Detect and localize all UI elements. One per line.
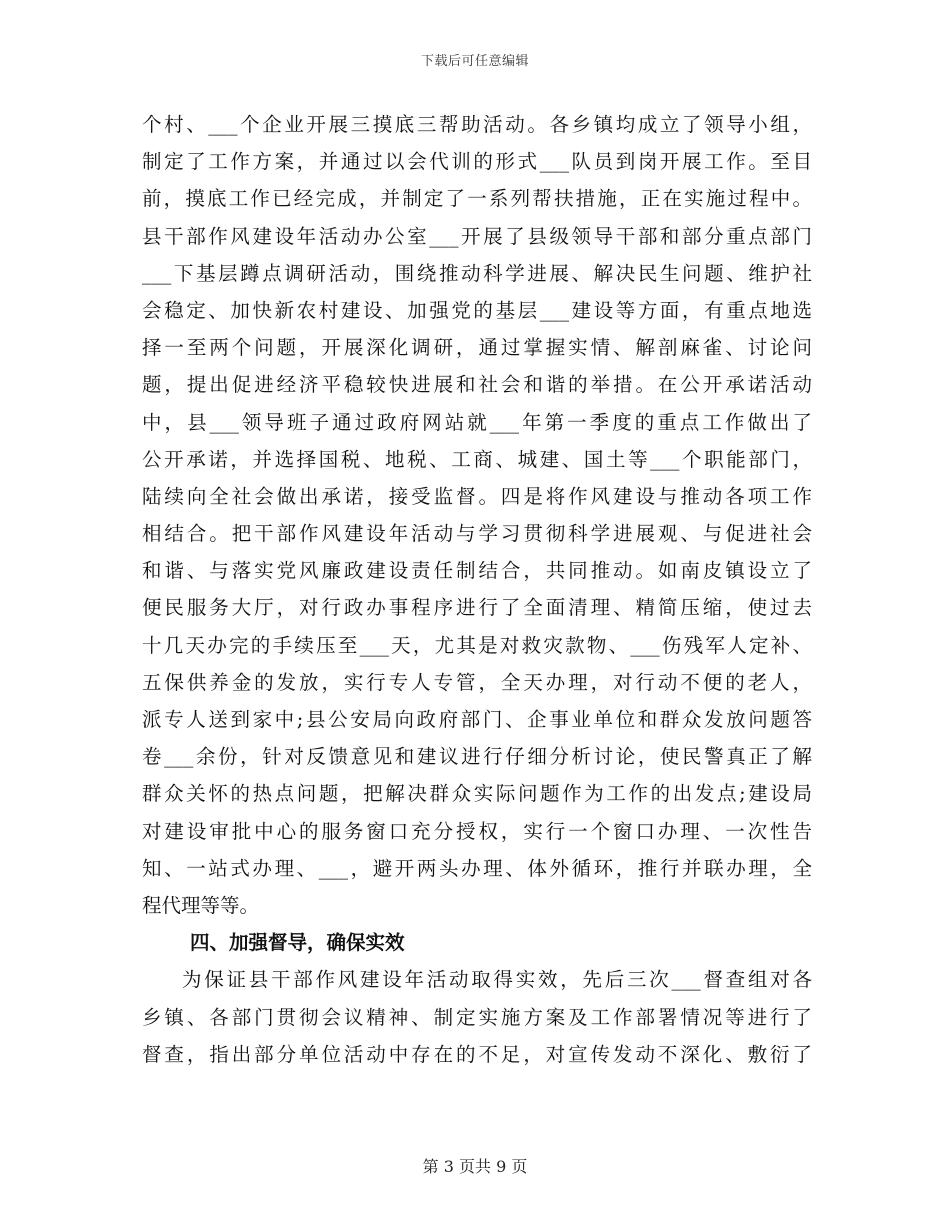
- text-line: 会稳定、加快新农村建设、加强党的基层___建设等方面，有重点地选: [142, 298, 812, 322]
- text-line: 公开承诺，并选择国税、地税、工商、城建、国土等___个职能部门，: [142, 447, 812, 471]
- text-line: 十几天办完的手续压至___天，尤其是对救灾款物、___伤残军人定补、: [142, 633, 812, 657]
- text-line: 个村、___个企业开展三摸底三帮助活动。各乡镇均成立了领导小组，: [142, 113, 812, 136]
- text-line: 中，县___领导班子通过政府网站就___年第一季度的重点工作做出了: [142, 410, 812, 434]
- text-line: 为保证县干部作风建设年活动取得实效，先后三次___督查组对各: [182, 968, 812, 992]
- text-line: 卷___余份，针对反馈意见和建议进行仔细分析讨论，使民警真正了解: [142, 745, 812, 769]
- text-line: 知、一站式办理、___，避开两头办理、体外循环，推行并联办理，全: [142, 856, 812, 880]
- page-number: 第 3 页共 9 页: [422, 1157, 528, 1176]
- text-line: 对建设审批中心的服务窗口充分授权，实行一个窗口办理、一次性告: [142, 819, 812, 843]
- text-line: 派专人送到家中;县公安局向政府部门、企事业单位和群众发放问题答: [142, 708, 812, 731]
- text-line: 五保供养金的发放，实行专人专管，全天办理，对行动不便的老人，: [142, 670, 812, 694]
- text-line: 程代理等等。: [142, 893, 260, 917]
- page-header: 下载后可任意编辑: [420, 54, 529, 69]
- text-line: 相结合。把干部作风建设年活动与学习贯彻科学进展观、与促进社会: [142, 522, 812, 546]
- text-line: 择一至两个问题，开展深化调研，通过掌握实情、解剖麻雀、讨论问: [142, 336, 812, 360]
- text-line: 乡镇、各部门贯彻会议精神、制定实施方案及工作部署情况等进行了: [142, 1005, 812, 1029]
- text-line: 题，提出促进经济平稳较快进展和社会和谐的举措。在公开承诺活动: [142, 373, 812, 397]
- text-line: 群众关怀的热点问题，把解决群众实际问题作为工作的出发点;建设局: [142, 782, 812, 806]
- text-line: 前，摸底工作已经完成，并制定了一系列帮扶措施，正在实施过程中。: [142, 187, 812, 211]
- text-line: 陆续向全社会做出承诺，接受监督。四是将作风建设与推动各项工作: [142, 484, 812, 508]
- text-line: 制定了工作方案，并通过以会代训的形式___队员到岗开展工作。至目: [142, 150, 812, 174]
- text-line: 便民服务大厅，对行政办事程序进行了全面清理、精简压缩，使过去: [142, 596, 812, 620]
- section-heading: 四、加强督导，确保实效: [190, 931, 405, 955]
- text-line: 和谐、与落实党风廉政建设责任制结合，共同推动。如南皮镇设立了: [142, 559, 812, 583]
- text-line: 县干部作风建设年活动办公室___开展了县级领导干部和部分重点部门: [142, 224, 812, 248]
- text-line: ___下基层蹲点调研活动，围绕推动科学进展、解决民生问题、维护社: [142, 261, 812, 285]
- document-body: [142, 106, 812, 1073]
- text-line: 督查，指出部分单位活动中存在的不足，对宣传发动不深化、敷衍了: [142, 1042, 812, 1066]
